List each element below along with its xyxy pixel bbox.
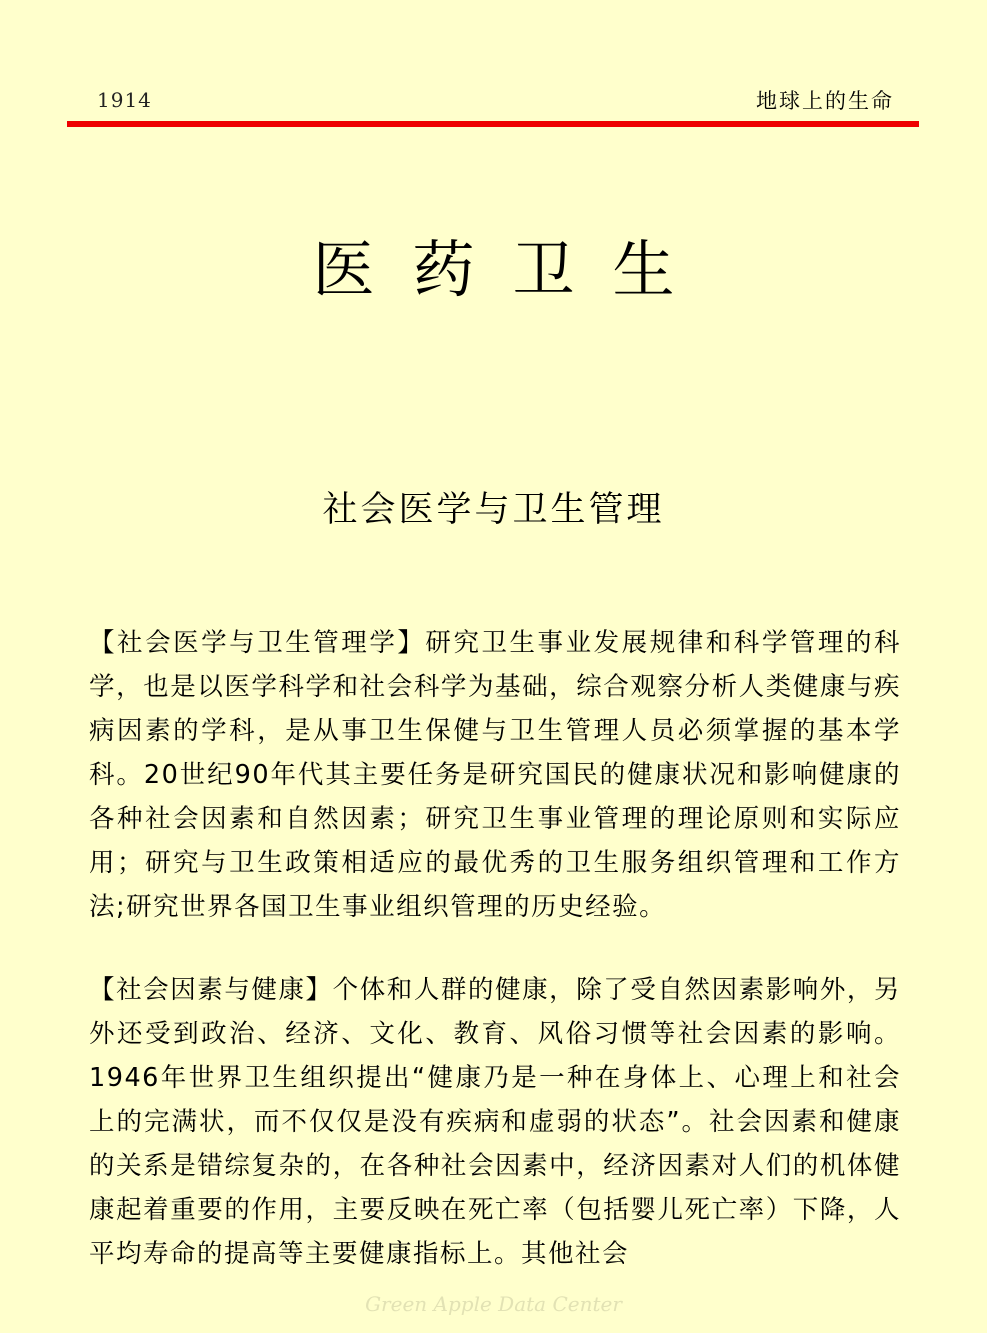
running-title: 地球上的生命 (756, 89, 894, 113)
section-title: 社会医学与卫生管理 (322, 490, 665, 530)
paragraph-term: 【社会因素与健康】 (89, 975, 333, 1005)
header-divider (67, 121, 919, 127)
paragraph-term: 【社会医学与卫生管理学】 (89, 628, 426, 658)
paragraph-social-medicine (89, 621, 901, 929)
body-text (89, 621, 901, 1315)
paragraph-social-factors (89, 968, 901, 1276)
paragraph-text: 个体和人群的健康，除了受自然因素影响外，另外还受到政治、经济、文化、教育、风俗习惯等社会因素的影响。1946年世界卫生组织提出“健康乃是一种在身体上、心理上和社会上的完满状，而不仅仅是没有疾病和虚弱的状态”。社会因素和健康的关系是错综复杂的，在各种社会因素中，经济因素对人们的机体健康起着重要的作用，主要反映在死亡率（包括婴儿死亡率）下降，人平均寿命的提高等主要健康指标上。其他社会 (89, 975, 901, 1269)
page-number: 1914 (97, 88, 152, 112)
paragraph-text: 研究卫生事业发展规律和科学管理的科学，也是以医学科学和社会科学为基础，综合观察分析人类健康与疾病因素的学科，是从事卫生保健与卫生管理人员必须掌握的基本学科。20世纪90年代其主要任务是研究国民的健康状况和影响健康的各种社会因素和自然因素；研究卫生事业管理的理论原则和实际应用；研究与卫生政策相适应的最优秀的卫生服务组织管理和工作方法;研究世界各国卫生事业组织管理的历史经验。 (89, 628, 901, 922)
watermark: Green Apple Data Center (365, 1292, 622, 1316)
chapter-title: 医药卫生 (312, 233, 713, 306)
